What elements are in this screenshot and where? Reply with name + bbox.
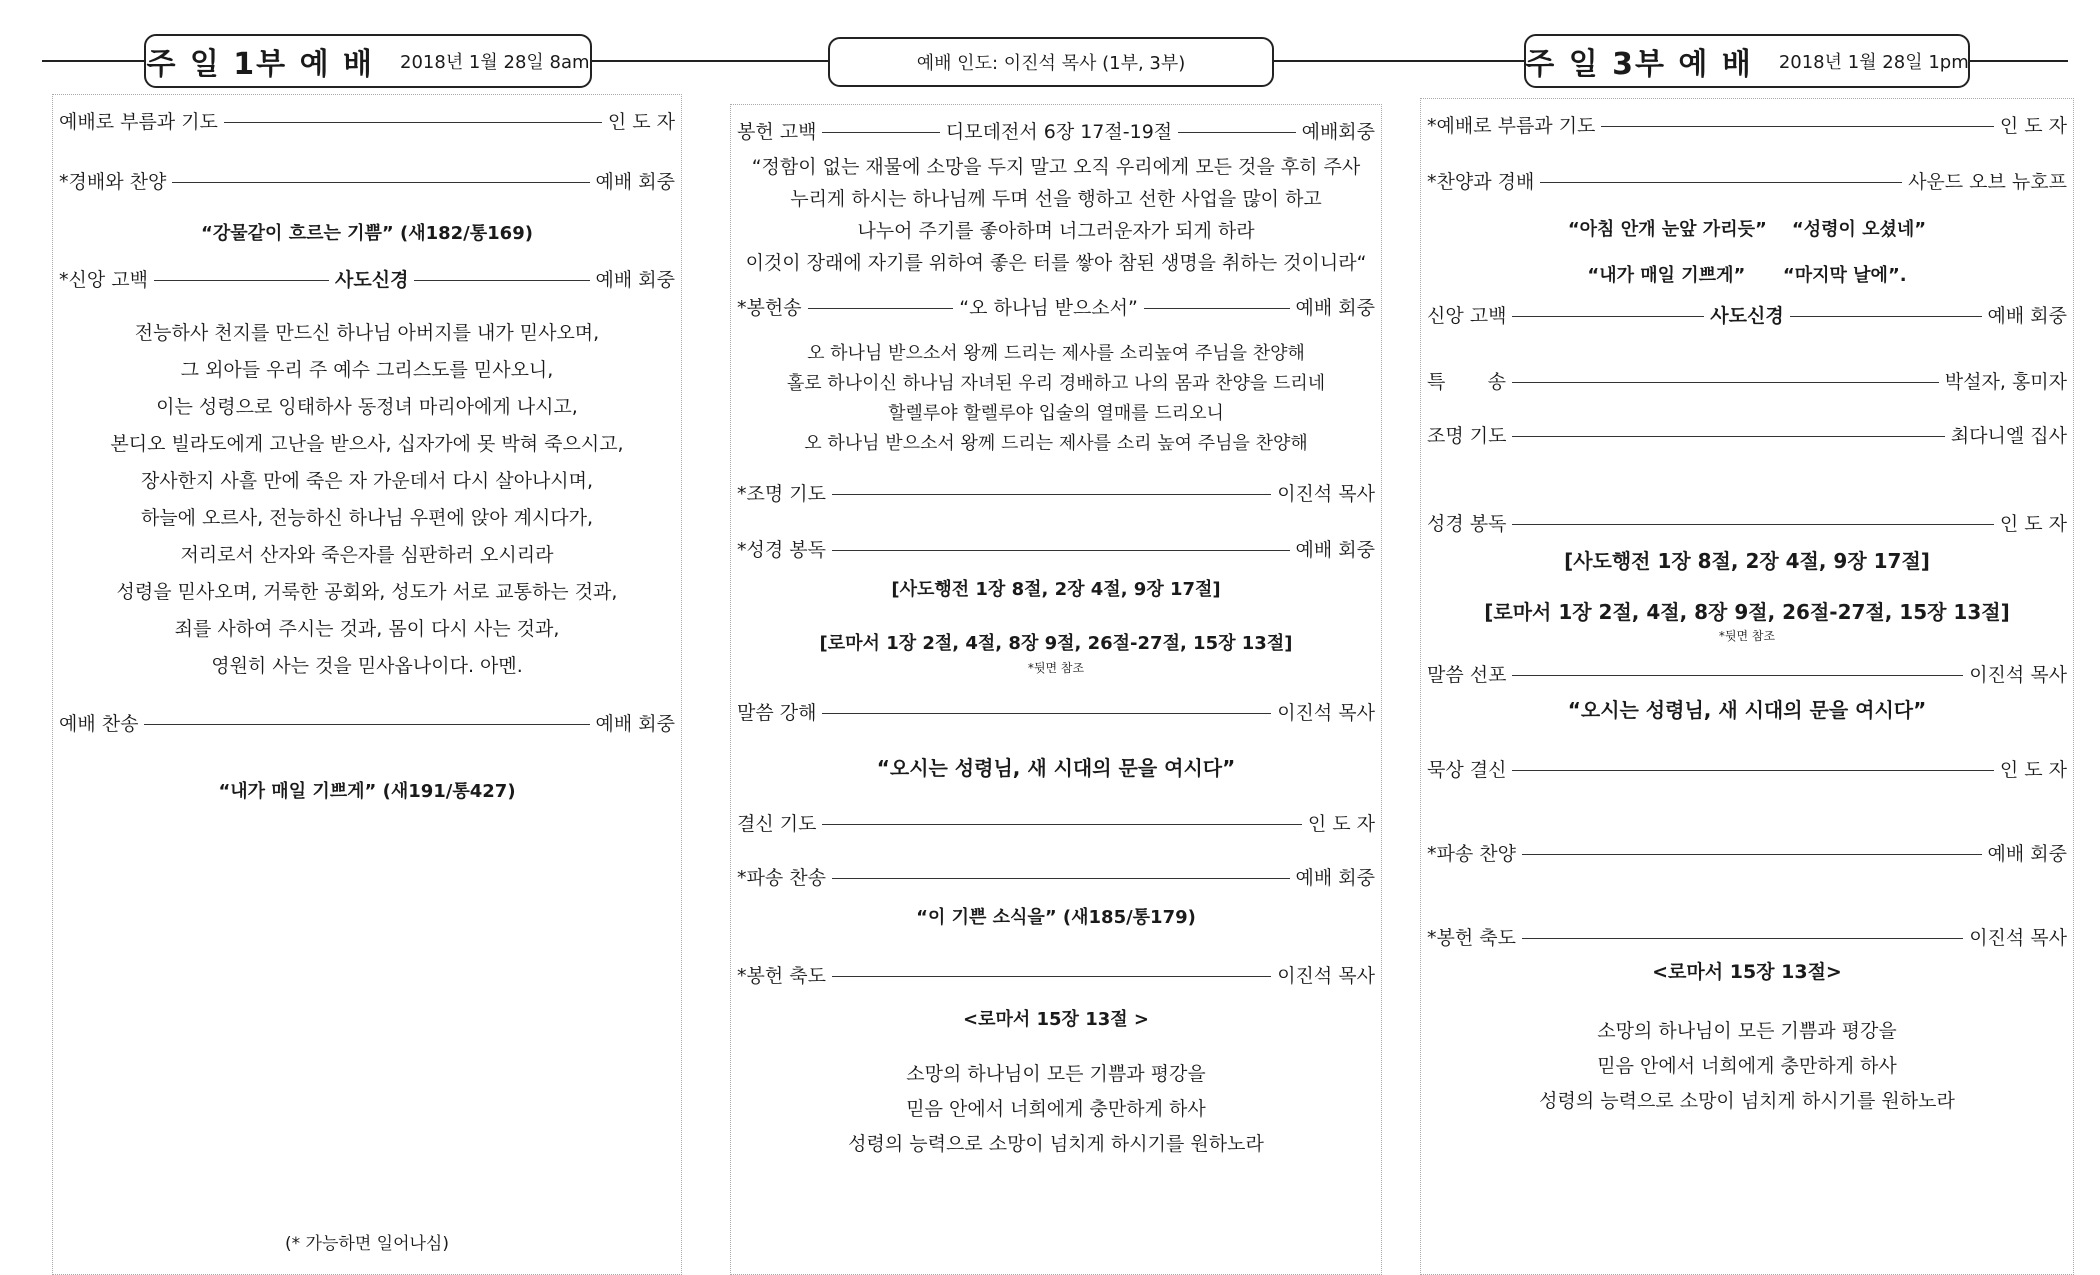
offering-verse: “정함이 없는 재물에 소망을 두지 말고 오직 우리에게 모든 것을 후히 주사 누리게 하시는 하나님께 두며 선을 행하고 선한 사업을 많이 하고 나누어 주기를 좋아하며 너그러운자가 되게 하라 이것이 장래에 자기를 위하여 좋은 터를 쌓아 참된 생명을 취하는 것이니라“: [745, 156, 1367, 274]
row-illumination-prayer: *조명 기도 이진석 목사: [737, 483, 1375, 505]
row-call-to-worship: 예배로 부름과 기도 인 도 자: [59, 111, 675, 133]
row-scripture-reading-3: 성경 봉독 인 도 자: [1427, 513, 2067, 535]
sermon-title-3: “오시는 성령님, 새 시대의 문을 여시다”: [1567, 698, 1927, 722]
service-3-date: 2018년 1월 28일 1pm: [1778, 52, 1969, 73]
service-1-title: 주 일 1부 예 배: [146, 47, 375, 82]
row-scripture-reading: *성경 봉독 예배 회중: [737, 539, 1375, 561]
row-call-to-worship-3: *예배로 부름과 기도 인 도 자: [1427, 115, 2067, 137]
scripture-ref-1-3: [사도행전 1장 8절, 2장 4절, 9장 17절]: [1564, 549, 1930, 573]
service-1-date: 2018년 1월 28일 8am: [400, 52, 590, 73]
header-rule-right: [1966, 60, 2068, 62]
row-sending-praise: *파송 찬양 예배 회중: [1427, 843, 2067, 865]
header-rule-mid-left: [588, 60, 828, 62]
row-hymn: 예배 찬송 예배 회중: [59, 713, 675, 735]
header-rule-left: [42, 60, 144, 62]
row-praise-3: *찬양과 경배 사운드 오브 뉴호프: [1427, 171, 2067, 193]
row-offering-confession: 봉헌 고백 디모데전서 6장 17절-19절 예배회중: [737, 121, 1376, 143]
apostles-creed: 전능하사 천지를 만드신 하나님 아버지를 내가 믿사오며, 그 외아들 우리 주 예수 그리스도를 믿사오니, 이는 성령으로 잉태하사 동정녀 마리아에게 나시고, 본디오 빌라도에게 고난을 받으사, 십자가에 못 박혀 죽으시고, 장사한지 사흘 만에 죽은 자 가운데서 다시 살아나시며, 하늘에 오르사, 전능하신 하나님 우편에 앉아 계시다가, 저리로서 산자와 죽은자를 심판하러 오시리라 성령을 믿사오며, 거룩한 공회와, 성도가 서로 교통하는 것과, 죄를 사하여 주시는 것과, 몸이 다시 사는 것과, 영원히 사는 것을 믿사옵나이다. 아멘.: [110, 322, 624, 677]
standing-note: (* 가능하면 일어나심): [285, 1234, 449, 1254]
offering-lyrics: 오 하나님 받으소서 왕께 드리는 제사를 소리높여 주님을 찬양해 홀로 하나이신 하나님 자녀된 우리 경배하고 나의 몸과 찬양을 드리네 할렐루야 할렐루야 입술의 열매를 드리오니 오 하나님 받으소서 왕께 드리는 제사를 소리 높여 주님을 찬양해: [786, 343, 1326, 454]
scripture-ref-note-3: *뒷면 참조: [1718, 629, 1776, 643]
header-box-service-3: [1524, 34, 1970, 88]
praise-songs-line-2: “내가 매일 기쁘게” “마지막 날에”.: [1587, 265, 1907, 286]
benediction-ref-3: <로마서 15장 13절>: [1652, 961, 1842, 983]
sermon-title: “오시는 성령님, 새 시대의 문을 여시다”: [876, 756, 1236, 780]
scripture-ref-1: [사도행전 1장 8절, 2장 4절, 9장 17절]: [891, 579, 1221, 600]
header-rule-mid-right: [1270, 60, 1524, 62]
service-3-title: 주 일 3부 예 배: [1525, 47, 1753, 82]
song-title-2: “내가 매일 기쁘게” (새191/통427): [218, 781, 516, 802]
header-box-leader: [828, 37, 1274, 87]
benediction-verse: 소망의 하나님이 모든 기쁨과 평강을 믿음 안에서 너희에게 충만하게 하사 성령의 능력으로 소망이 넘치게 하시기를 원하노라: [848, 1063, 1264, 1155]
benediction-verse-3: 소망의 하나님이 모든 기쁨과 평강을 믿음 안에서 너희에게 충만하게 하사 성령의 능력으로 소망이 넘치게 하시기를 원하노라: [1539, 1020, 1955, 1112]
row-meditation: 묵상 결신 인 도 자: [1427, 759, 2067, 781]
header-box-service-1: [144, 34, 592, 88]
benediction-ref: <로마서 15장 13절 >: [962, 1009, 1149, 1030]
worship-leader: 예배 인도: 이진석 목사 (1부, 3부): [916, 53, 1186, 74]
row-praise: *경배와 찬양 예배 회중: [59, 171, 675, 193]
row-sermon: 말씀 강해 이진석 목사: [737, 702, 1375, 724]
row-illumination-prayer-3: 조명 기도 최다니엘 집사: [1427, 425, 2067, 447]
row-offering-song: *봉헌송 “오 하나님 받으소서” 예배 회중: [737, 297, 1376, 319]
row-benediction-3: *봉헌 축도 이진석 목사: [1427, 927, 2067, 949]
row-special-song: 특 송 박설자, 홍미자: [1427, 371, 2067, 393]
column-service-3: [1420, 98, 2074, 1275]
row-creed-3: 신앙 고백 사도신경 예배 회중: [1427, 305, 2068, 327]
scripture-ref-2-3: [로마서 1장 2절, 4절, 8장 9절, 26절-27절, 15장 13절]: [1484, 600, 2010, 624]
row-sending-hymn: *파송 찬송 예배 회중: [737, 867, 1375, 889]
column-service-1: [52, 94, 682, 1275]
scripture-ref-note: *뒷면 참조: [1027, 661, 1085, 675]
row-benediction: *봉헌 축도 이진석 목사: [737, 965, 1375, 987]
row-creed: *신앙 고백 사도신경 예배 회중: [59, 269, 676, 291]
sending-hymn-title: “이 기쁜 소식을” (새185/통179): [916, 907, 1196, 928]
praise-songs-line-1: “아침 안개 눈앞 가리듯” “성령이 오셨네”: [1567, 219, 1927, 240]
song-title-1: “강물같이 흐르는 기쁨” (새182/통169): [201, 223, 533, 244]
column-order-detail: [730, 104, 1382, 1275]
scripture-ref-2: [로마서 1장 2절, 4절, 8장 9절, 26절-27절, 15장 13절]: [819, 633, 1293, 654]
row-decision-prayer: 결신 기도 인 도 자: [737, 813, 1375, 835]
row-sermon-3: 말씀 선포 이진석 목사: [1427, 664, 2067, 686]
